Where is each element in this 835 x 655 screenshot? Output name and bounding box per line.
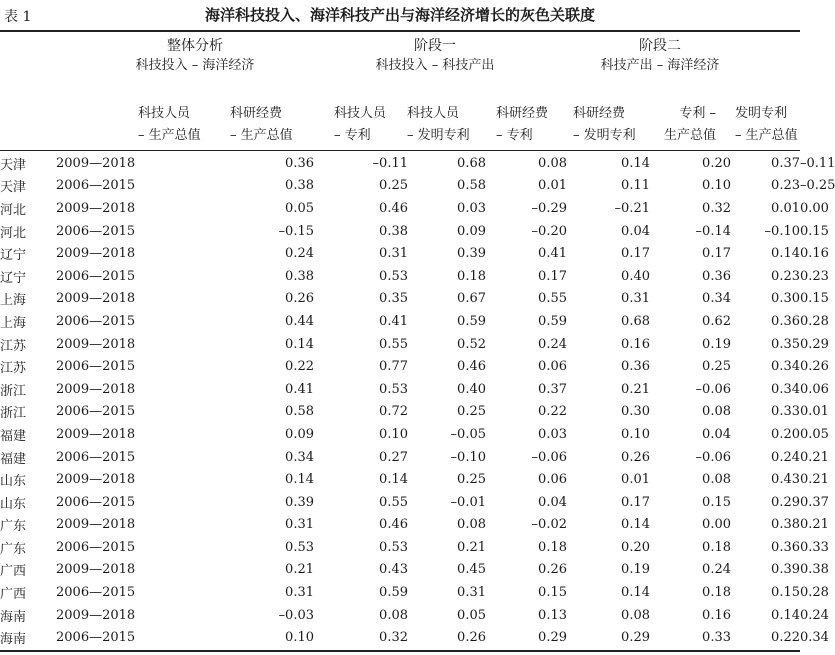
value-cell: 0.31 <box>285 517 314 533</box>
value-cell: 0.14 <box>285 336 314 352</box>
value-cell: 0.31 <box>457 585 486 601</box>
table-row: 河北 2009—2018 0.05 0.46 0.03 –0.29 –0.21 0.32 0.01 0.00 <box>0 197 800 220</box>
value-cell: 0.34 <box>771 381 800 397</box>
value-cell: –0.02 <box>531 517 567 533</box>
value-cell: 0.23 <box>771 178 800 194</box>
value-cell: 0.58 <box>285 404 314 420</box>
value-cell: 0.19 <box>621 562 650 578</box>
table-row: 广西 2009—2018 0.21 0.43 0.45 0.26 0.19 0.24 0.39 0.38 <box>0 559 800 582</box>
value-cell: 0.33 <box>771 404 800 420</box>
region-cell: 浙江 <box>0 383 27 399</box>
table-row: 福建 2006—2015 0.34 0.27 –0.10 –0.06 0.26 –0.06 0.24 0.21 <box>0 446 800 469</box>
value-cell: 0.00 <box>702 517 731 533</box>
region-cell: 河北 <box>0 225 27 241</box>
value-cell: 0.08 <box>702 404 731 420</box>
value-cell: 0.18 <box>702 539 731 555</box>
table-row: 上海 2009—2018 0.26 0.35 0.67 0.55 0.31 0.34 0.30 0.15 <box>0 288 800 311</box>
region-cell: 上海 <box>0 293 27 309</box>
value-cell: 0.31 <box>379 246 408 262</box>
value-cell: 0.59 <box>457 313 486 329</box>
value-cell: 0.40 <box>621 268 650 284</box>
value-cell: 0.36 <box>771 313 800 329</box>
value-cell: 0.72 <box>379 404 408 420</box>
period-cell: 2009—2018 <box>56 381 136 397</box>
value-cell: 0.17 <box>621 494 650 510</box>
region-cell: 上海 <box>0 315 27 331</box>
value-cell: 0.15 <box>771 585 800 601</box>
table-row: 山东 2009—2018 0.14 0.14 0.25 0.06 0.01 0.08 0.43 0.21 <box>0 468 800 491</box>
value-cell: –0.14 <box>695 223 731 239</box>
group-header-stage-one <box>330 36 540 76</box>
value-cell: 0.52 <box>457 336 486 352</box>
value-cell: 0.14 <box>621 517 650 533</box>
region-cell: 福建 <box>0 451 27 467</box>
group-subtitle: 科技投入 – 科技产出 <box>375 58 495 73</box>
value-cell: 0.25 <box>457 472 486 488</box>
column-header: 发明专利 – 生产总值 <box>735 106 798 143</box>
value-cell: 0.24 <box>538 336 567 352</box>
value-cell: 0.46 <box>379 517 408 533</box>
column-header: 科研经费 – 专利 <box>496 106 549 143</box>
value-cell: 0.38 <box>771 517 800 533</box>
table-row: 山东 2006—2015 0.39 0.55 –0.01 0.04 0.17 0.15 0.29 0.37 <box>0 491 800 514</box>
value-cell: 0.38 <box>379 223 408 239</box>
table-row: 广西 2006—2015 0.31 0.59 0.31 0.15 0.14 0.18 0.15 0.28 <box>0 581 800 604</box>
table-caption <box>0 0 800 30</box>
table-row: 天津 2009—2018 0.36 –0.11 0.68 0.08 0.14 0.20 0.37 –0.11 <box>0 152 800 175</box>
value-cell: 0.39 <box>285 494 314 510</box>
region-cell: 广东 <box>0 541 27 557</box>
value-cell: 0.05 <box>457 607 486 623</box>
value-cell: 0.10 <box>285 630 314 646</box>
value-cell: –0.06 <box>531 449 567 465</box>
region-cell: 河北 <box>0 202 27 218</box>
value-cell: 0.13 <box>538 607 567 623</box>
value-cell: 0.21 <box>457 539 486 555</box>
column-header: 科技人员 – 生产总值 <box>138 106 201 143</box>
value-cell: 0.43 <box>379 562 408 578</box>
group-title: 整体分析 <box>167 38 223 54</box>
value-cell: 0.62 <box>702 313 731 329</box>
group-header-stage-two <box>570 36 750 76</box>
value-cell: 0.06 <box>538 472 567 488</box>
table-row: 辽宁 2006—2015 0.38 0.53 0.18 0.17 0.40 0.36 0.23 0.23 <box>0 265 800 288</box>
table-row: 福建 2009—2018 0.09 0.10 –0.05 0.03 0.10 0.04 0.20 0.05 <box>0 423 800 446</box>
table-row: 浙江 2006—2015 0.58 0.72 0.25 0.22 0.30 0.08 0.33 0.01 <box>0 401 800 424</box>
bottom-rule <box>0 650 800 652</box>
value-cell: –0.20 <box>531 223 567 239</box>
value-cell: 0.36 <box>702 268 731 284</box>
period-cell: 2009—2018 <box>56 246 136 262</box>
period-cell: 2006—2015 <box>56 630 136 646</box>
value-cell: 0.43 <box>771 472 800 488</box>
value-cell: 0.45 <box>457 562 486 578</box>
value-cell: 0.37 <box>771 155 800 171</box>
value-cell: 0.08 <box>538 155 567 171</box>
value-cell: 0.41 <box>285 381 314 397</box>
value-cell: –0.05 <box>450 426 486 442</box>
value-cell: 0.32 <box>379 630 408 646</box>
value-cell: 0.30 <box>621 404 650 420</box>
value-cell: 0.08 <box>457 517 486 533</box>
value-cell: 0.14 <box>379 472 408 488</box>
value-cell: –0.10 <box>450 449 486 465</box>
value-cell: 0.44 <box>285 313 314 329</box>
value-cell: 0.39 <box>457 246 486 262</box>
value-cell: 0.67 <box>457 291 486 307</box>
table-row: 辽宁 2009—2018 0.24 0.31 0.39 0.41 0.17 0.17 0.14 0.16 <box>0 242 800 265</box>
value-cell: 0.08 <box>621 607 650 623</box>
region-cell: 江苏 <box>0 338 27 354</box>
value-cell: 0.05 <box>285 200 314 216</box>
value-cell: 0.59 <box>379 585 408 601</box>
table-number: 表 1 <box>4 9 32 25</box>
value-cell: 0.30 <box>771 291 800 307</box>
value-cell: 0.23 <box>771 268 800 284</box>
region-cell: 福建 <box>0 428 27 444</box>
value-cell: 0.35 <box>379 291 408 307</box>
value-cell: 0.58 <box>457 178 486 194</box>
value-cell: 0.22 <box>285 359 314 375</box>
region-cell: 江苏 <box>0 361 27 377</box>
table-row: 河北 2006—2015 –0.15 0.38 0.09 –0.20 0.04 –0.14 –0.10 0.15 <box>0 220 800 243</box>
value-cell: 0.26 <box>457 630 486 646</box>
value-cell: –0.10 <box>764 223 800 239</box>
region-cell: 广西 <box>0 587 27 603</box>
column-header: 科技人员 – 专利 <box>334 106 387 143</box>
value-cell: 0.55 <box>379 494 408 510</box>
value-cell: 0.29 <box>771 494 800 510</box>
table-row: 浙江 2009—2018 0.41 0.53 0.40 0.37 0.21 –0.06 0.34 0.06 <box>0 378 800 401</box>
value-cell: –0.15 <box>278 223 314 239</box>
value-cell: 0.20 <box>702 155 731 171</box>
value-cell: 0.24 <box>285 246 314 262</box>
region-cell: 海南 <box>0 632 27 648</box>
value-cell: 0.08 <box>702 472 731 488</box>
period-cell: 2006—2015 <box>56 449 136 465</box>
value-cell: 0.46 <box>457 359 486 375</box>
period-cell: 2009—2018 <box>56 200 136 216</box>
value-cell: 0.14 <box>621 585 650 601</box>
region-cell: 广西 <box>0 564 27 580</box>
region-cell: 天津 <box>0 157 27 173</box>
value-cell: 0.53 <box>285 539 314 555</box>
value-cell: 0.17 <box>621 246 650 262</box>
value-cell: 0.22 <box>538 404 567 420</box>
value-cell: 0.15 <box>538 585 567 601</box>
value-cell: –0.06 <box>695 381 731 397</box>
value-cell: 0.01 <box>621 472 650 488</box>
value-cell: 0.16 <box>702 607 731 623</box>
value-cell: 0.18 <box>457 268 486 284</box>
value-cell: 0.31 <box>285 585 314 601</box>
value-cell: 0.04 <box>621 223 650 239</box>
period-cell: 2009—2018 <box>56 426 136 442</box>
value-cell: 0.24 <box>702 562 731 578</box>
value-cell: 0.68 <box>457 155 486 171</box>
group-subtitle: 科技投入 – 海洋经济 <box>135 58 255 73</box>
period-cell: 2006—2015 <box>56 404 136 420</box>
value-cell: 0.24 <box>771 449 800 465</box>
value-cell: 0.20 <box>771 426 800 442</box>
value-cell: 0.17 <box>702 246 731 262</box>
value-cell: 0.77 <box>379 359 408 375</box>
value-cell: 0.34 <box>285 449 314 465</box>
top-rule <box>0 30 800 32</box>
value-cell: 0.14 <box>771 246 800 262</box>
value-cell: 0.41 <box>538 246 567 262</box>
value-cell: 0.04 <box>538 494 567 510</box>
value-cell: 0.35 <box>771 336 800 352</box>
value-cell: 0.01 <box>771 200 800 216</box>
region-cell: 山东 <box>0 496 27 512</box>
value-cell: 0.36 <box>285 155 314 171</box>
value-cell: 0.40 <box>457 381 486 397</box>
header-rule <box>0 150 800 151</box>
period-cell: 2009—2018 <box>56 562 136 578</box>
value-cell: 0.53 <box>379 539 408 555</box>
value-cell: 0.26 <box>538 562 567 578</box>
value-cell: 0.25 <box>457 404 486 420</box>
table-row: 江苏 2009—2018 0.14 0.55 0.52 0.24 0.16 0.19 0.35 0.29 <box>0 333 800 356</box>
value-cell: 0.32 <box>702 200 731 216</box>
value-cell: 0.59 <box>538 313 567 329</box>
value-cell: 0.27 <box>379 449 408 465</box>
period-cell: 2009—2018 <box>56 291 136 307</box>
value-cell: 0.16 <box>621 336 650 352</box>
period-cell: 2009—2018 <box>56 336 136 352</box>
group-header-overall <box>120 36 270 76</box>
value-cell: 0.10 <box>379 426 408 442</box>
value-cell: –0.11 <box>372 155 408 171</box>
column-header: 科研经费 – 发明专利 <box>573 106 636 143</box>
value-cell: 0.01 <box>538 178 567 194</box>
table-title: 海洋科技投入、海洋科技产出与海洋经济增长的灰色关联度 <box>204 6 595 24</box>
period-cell: 2006—2015 <box>56 359 136 375</box>
value-cell: 0.33 <box>702 630 731 646</box>
value-cell: 0.22 <box>771 630 800 646</box>
value-cell: 0.19 <box>702 336 731 352</box>
group-title: 阶段二 <box>639 38 681 54</box>
value-cell: 0.10 <box>621 426 650 442</box>
value-cell: 0.55 <box>379 336 408 352</box>
period-cell: 2006—2015 <box>56 539 136 555</box>
data-table <box>0 152 835 649</box>
value-cell: 0.29 <box>621 630 650 646</box>
value-cell: 0.18 <box>538 539 567 555</box>
period-cell: 2009—2018 <box>56 155 136 171</box>
period-cell: 2006—2015 <box>56 268 136 284</box>
table-row: 上海 2006—2015 0.44 0.41 0.59 0.59 0.68 0.62 0.36 0.28 <box>0 310 800 333</box>
region-cell: 天津 <box>0 180 27 196</box>
column-header: 科研经费 – 生产总值 <box>230 106 293 143</box>
group-title: 阶段一 <box>414 38 456 54</box>
period-cell: 2009—2018 <box>56 472 136 488</box>
value-cell: 0.36 <box>771 539 800 555</box>
table-row: 海南 2009—2018 –0.03 0.08 0.05 0.13 0.08 0.16 0.14 0.24 <box>0 604 800 627</box>
value-cell: 0.09 <box>457 223 486 239</box>
region-cell: 山东 <box>0 474 27 490</box>
table-row: 广东 2006—2015 0.53 0.53 0.21 0.18 0.20 0.18 0.36 0.33 <box>0 536 800 559</box>
column-header: 科技人员 – 发明专利 <box>407 106 470 143</box>
value-cell: 0.26 <box>621 449 650 465</box>
value-cell: –0.01 <box>450 494 486 510</box>
value-cell: 0.46 <box>379 200 408 216</box>
value-cell: 0.21 <box>621 381 650 397</box>
value-cell: 0.38 <box>285 268 314 284</box>
region-cell: 浙江 <box>0 406 27 422</box>
table-row: 广东 2009—2018 0.31 0.46 0.08 –0.02 0.14 0.00 0.38 0.21 <box>0 514 800 537</box>
value-cell: 0.36 <box>621 359 650 375</box>
value-cell: 0.14 <box>771 607 800 623</box>
table-row: 天津 2006—2015 0.38 0.25 0.58 0.01 0.11 0.10 0.23 –0.25 <box>0 175 800 198</box>
period-cell: 2006—2015 <box>56 223 136 239</box>
value-cell: –0.03 <box>278 607 314 623</box>
value-cell: 0.06 <box>538 359 567 375</box>
value-cell: 0.68 <box>621 313 650 329</box>
value-cell: 0.04 <box>702 426 731 442</box>
value-cell: 0.26 <box>285 291 314 307</box>
value-cell: 0.15 <box>702 494 731 510</box>
value-cell: 0.18 <box>702 585 731 601</box>
period-cell: 2006—2015 <box>56 313 136 329</box>
value-cell: 0.14 <box>621 155 650 171</box>
period-cell: 2006—2015 <box>56 585 136 601</box>
table-row: 海南 2006—2015 0.10 0.32 0.26 0.29 0.29 0.33 0.22 0.34 <box>0 626 800 649</box>
value-cell: 0.38 <box>285 178 314 194</box>
period-cell: 2009—2018 <box>56 607 136 623</box>
value-cell: 0.03 <box>457 200 486 216</box>
value-cell: 0.20 <box>621 539 650 555</box>
period-cell: 2006—2015 <box>56 494 136 510</box>
value-cell: 0.34 <box>771 359 800 375</box>
value-cell: 0.09 <box>285 426 314 442</box>
value-cell: 0.17 <box>538 268 567 284</box>
value-cell: 0.53 <box>379 381 408 397</box>
value-cell: –0.29 <box>531 200 567 216</box>
region-cell: 辽宁 <box>0 270 27 286</box>
value-cell: 0.03 <box>538 426 567 442</box>
value-cell: 0.21 <box>285 562 314 578</box>
table-row: 江苏 2006—2015 0.22 0.77 0.46 0.06 0.36 0.25 0.34 0.26 <box>0 355 800 378</box>
region-cell: 辽宁 <box>0 248 27 264</box>
value-cell: 0.53 <box>379 268 408 284</box>
value-cell: 0.29 <box>538 630 567 646</box>
value-cell: 0.39 <box>771 562 800 578</box>
value-cell: 0.31 <box>621 291 650 307</box>
region-cell: 海南 <box>0 609 27 625</box>
value-cell: 0.25 <box>379 178 408 194</box>
period-cell: 2006—2015 <box>56 178 136 194</box>
group-subtitle: 科技产出 – 海洋经济 <box>600 58 720 73</box>
region-cell: 广东 <box>0 519 27 535</box>
value-cell: 0.11 <box>621 178 650 194</box>
value-cell: 0.08 <box>379 607 408 623</box>
value-cell: 0.41 <box>379 313 408 329</box>
period-cell: 2009—2018 <box>56 517 136 533</box>
value-cell: 0.25 <box>702 359 731 375</box>
value-cell: 0.34 <box>702 291 731 307</box>
column-header: 专利 – 生产总值 <box>663 106 716 143</box>
value-cell: 0.37 <box>538 381 567 397</box>
value-cell: –0.21 <box>614 200 650 216</box>
value-cell: –0.06 <box>695 449 731 465</box>
value-cell: 0.14 <box>285 472 314 488</box>
value-cell: 0.10 <box>702 178 731 194</box>
value-cell: 0.55 <box>538 291 567 307</box>
